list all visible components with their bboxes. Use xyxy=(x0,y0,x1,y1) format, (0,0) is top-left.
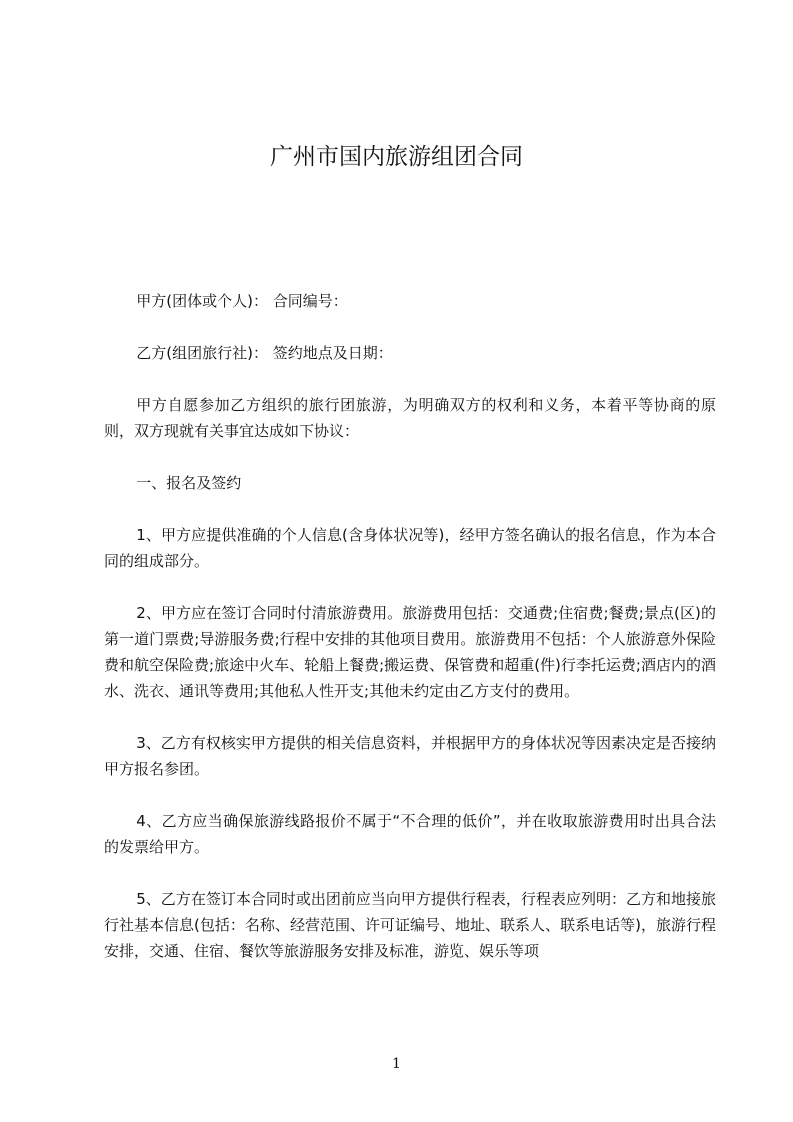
contract-body xyxy=(104,288,716,990)
clause-2: 2、甲方应在签订合同时付清旅游费用。旅游费用包括：交通费;住宿费;餐费;景点(区)的第一道门票费;导游服务费;行程中安排的其他项目费用。旅游费用不包括：个人旅游意外保险费和航空保险费;旅途中火车、轮船上餐费;搬运费、保管费和超重(件)行李托运费;酒店内的酒水、洗衣、通讯等费用;其他私人性开支;其他未约定由乙方支付的费用。 xyxy=(104,604,716,700)
clause-3: 3、乙方有权核实甲方提供的相关信息资料，并根据甲方的身体状况等因素决定是否接纳甲方报名参团。 xyxy=(104,734,716,778)
party-b-line: 乙方(组团旅行社)： 签约地点及日期： xyxy=(136,344,393,362)
party-a-line: 甲方(团体或个人)： 合同编号： xyxy=(136,292,348,310)
clause-4: 4、乙方应当确保旅游线路报价不属于“不合理的低价”，并在收取旅游费用时出具合法的发票给甲方。 xyxy=(104,812,716,856)
intro-paragraph: 甲方自愿参加乙方组织的旅行团旅游，为明确双方的权利和义务，本着平等协商的原则，双方现就有关事宜达成如下协议： xyxy=(104,396,716,440)
clause-5: 5、乙方在签订本合同时或出团前应当向甲方提供行程表，行程表应列明：乙方和地接旅行社基本信息(包括：名称、经营范围、许可证编号、地址、联系人、联系电话等)，旅游行程安排，交通、住宿、餐饮等旅游服务安排及标准，游览、娱乐等项 xyxy=(104,890,716,960)
section-heading: 一、报名及签约 xyxy=(136,474,242,492)
clause-1: 1、甲方应提供准确的个人信息(含身体状况等)，经甲方签名确认的报名信息，作为本合同的组成部分。 xyxy=(104,526,716,570)
page-number: 1 xyxy=(392,1056,401,1072)
page-title: 广州市国内旅游组团合同 xyxy=(270,144,523,170)
